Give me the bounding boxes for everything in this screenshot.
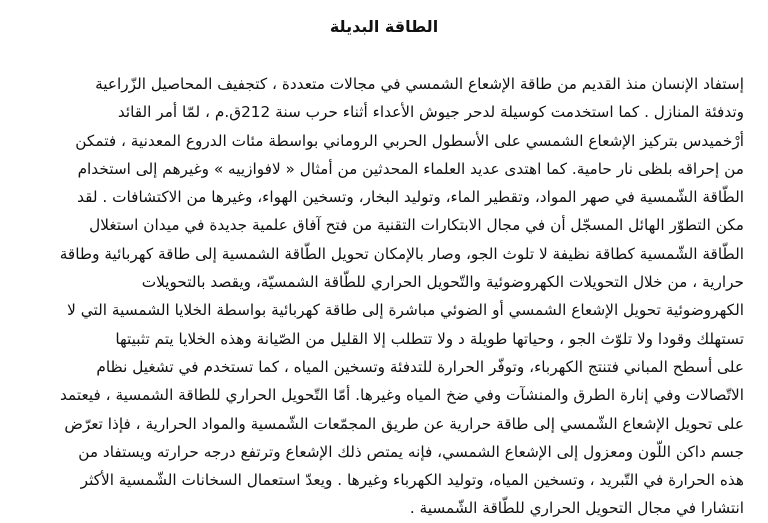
text-line: على أسطح المباني فتنتج الكهرباء، وتوفّر الحرارة للتدفئة وتسخين المياه ، كما تستخدم في تشغيل نظام: [96, 357, 744, 376]
text-line: من إحراقه بلظى نار حامية. كما اهتدى عديد العلماء المحدثين من أمثال « لافوازييه » وغيرهم إلى استخدام: [77, 159, 744, 178]
text-line: وتدفئة المنازل . كما استخدمت كوسيلة لدحر جيوش الأعداء أثناء حرب سنة 212ق.م ، لمّا أمر القائد: [117, 103, 744, 122]
text-line: انتشارا في مجال التحويل الحراري للطّاقة الشّمسية .: [409, 499, 744, 518]
text-line: الكهروضوئية تحويل الإشعاع الشمسي أو الضوئي مباشرة إلى طاقة كهربائية بواسطة الخلايا الشمسية التي لا: [67, 301, 744, 320]
text-line: مكن التطوّر الهائل المسجّل أن في مجال الابتكارات التقنية من فتح آفاق علمية جديدة في ميدان استغلال: [89, 216, 744, 235]
body-paragraph: [24, 70, 744, 523]
text-line: حرارية ، من خلال التحويلات الكهروضوئية والتّحويل الحراري للطّاقة الشمسيّة، ويقصد بالتحويلات: [141, 273, 744, 292]
text-line: تستهلك وقودا ولا تلوّث الجو ، وحياتها طويلة د ولا تتطلب إلا القليل من الصّيانة وهذه الخلايا يتم تثبيتها: [115, 329, 744, 348]
document-title: الطاقة البديلة: [329, 17, 439, 36]
text-line: على تحويل الإشعاع الشّمسي إلى طاقة حرارية عن طريق المجمّعات الشّمسية والمواد الحرارية ، فإذا تعرّض: [64, 414, 744, 433]
text-line: جسم داكن اللّون ومعزول إلى الإشعاع الشمسي، فإنه يمتص ذلك الإشعاع وترتفع درجه حرارته ويستفاد من: [78, 442, 744, 461]
text-line: أرْخميدس بتركيز الإشعاع الشمسي على الأسطول الحربي الروماني بواسطة مئات الدروع المعدنية ، فتمكن: [75, 131, 744, 150]
text-line: إستفاد الإنسان منذ القديم من طاقة الإشعاع الشمسي في مجالات متعددة ، كتجفيف المحاصيل الزّراعية: [95, 75, 744, 93]
text-line: الطّاقة الشّمسية كطاقة نظيفة لا تلوث الجو، وصار بالإمكان تحويل الطّاقة الشمسية إلى طاقة كهربائية وطاقة: [59, 244, 744, 263]
text-line: الطّاقة الشّمسية في صهر المواد، وتقطير الماء، وتوليد البخار، وتسخين الهواء، وغيرها من الاكتشافات . لقد: [77, 188, 744, 207]
text-line: هذه الحرارة في التّبريد ، وتسخين المياه، وتوليد الكهرباء وغيرها . ويعدّ استعمال السخانات الشّمسية الأكثر: [80, 471, 744, 490]
text-line: الاتّصالات وفي إنارة الطرق والمنشآت وفي ضخ المياه وغيرها. أمّا التّحويل الحراري للطاقة الشمسية ، فيعتمد: [60, 386, 744, 405]
